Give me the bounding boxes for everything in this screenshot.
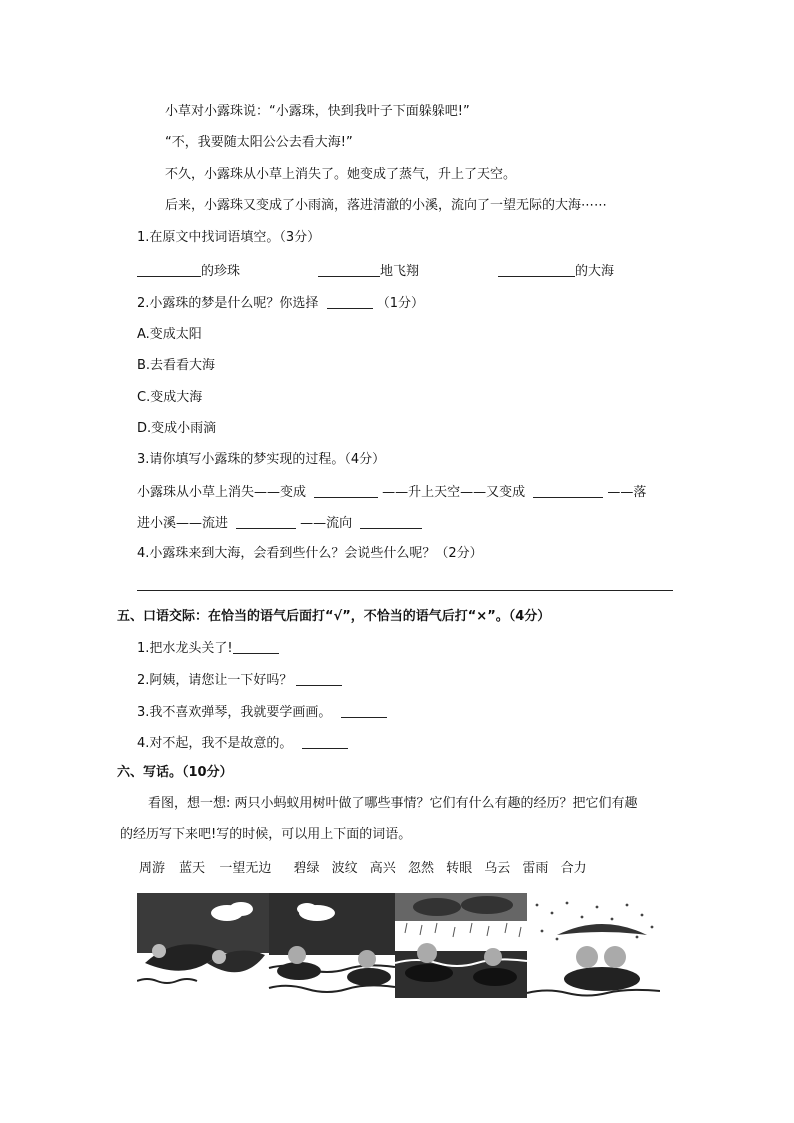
question-1-title: 1.在原文中找词语填空。（3分） [137,230,321,245]
word: 合力 [560,861,587,876]
answer-blank[interactable] [137,262,201,277]
word: 雷雨 [522,861,549,876]
word: 波纹 [331,861,358,876]
passage-line-2: “不，我要随太阳公公去看大海!” [165,135,353,150]
answer-blank[interactable] [341,703,387,718]
s5-item-3: 3.我不喜欢弹琴，我就要学画画。 [137,703,387,722]
q1-fill-1: 的珍珠 [137,262,240,281]
comic-panel-3 [395,893,527,998]
word: 蓝天 [179,861,206,876]
q1-fill-2: 地飞翔 [318,262,419,281]
answer-blank[interactable] [360,514,422,529]
passage-line-4: 后来，小露珠又变成了小雨滴，落进清澈的小溪，流向了一望无际的大海⋯⋯ [165,198,608,213]
q3-line-2: 进小溪——流进 ——流向 [137,514,422,533]
word: 转眼 [446,861,473,876]
word: 乌云 [484,861,511,876]
writing-prompt-line-1: 看图，想一想: 两只小蚂蚁用树叶做了哪些事情？它们有什么有趣的经历？把它们有趣 [148,796,638,811]
word: 周游 [139,861,166,876]
word-list [139,860,587,878]
word: 高兴 [369,861,396,876]
section-6-heading: 六、写话。（10分） [117,765,233,780]
answer-blank[interactable] [233,639,279,654]
option-a: A.变成太阳 [137,327,202,342]
passage-line-3: 不久，小露珠从小草上消失了。她变成了蒸气，升上了天空。 [165,167,517,182]
question-4-title: 4.小露珠来到大海，会看到些什么？会说些什么呢？（2分） [137,546,483,561]
answer-blank[interactable] [302,734,348,749]
question-3-title: 3.请你填写小露珠的梦实现的过程。（4分） [137,452,386,467]
answer-blank[interactable] [318,262,380,277]
comic-panel-4 [527,893,660,998]
answer-blank[interactable] [296,671,342,686]
word: 忽然 [407,861,434,876]
question-2-title: 2.小露珠的梦是什么呢？你选择 （1分） [137,296,424,311]
word: 碧绿 [293,861,320,876]
s5-item-4: 4.对不起，我不是故意的。 [137,734,348,753]
word: 一望无边 [219,861,272,876]
answer-line[interactable] [137,590,673,591]
answer-blank[interactable] [498,262,575,277]
answer-blank[interactable] [327,294,373,309]
option-b: B.去看看大海 [137,358,216,373]
option-c: C.变成大海 [137,390,203,405]
s5-item-1: 1.把水龙头关了! [137,639,279,658]
option-d: D.变成小雨滴 [137,421,217,436]
answer-blank[interactable] [533,483,603,498]
writing-prompt-line-2: 的经历写下来吧!写的时候，可以用上下面的词语。 [120,827,412,842]
s5-item-2: 2.阿姨，请您让一下好吗？ [137,671,342,690]
q3-line-1: 小露珠从小草上消失——变成 ——升上天空——又变成 ——落 [137,485,647,500]
ant-leaf-comic-illustration [137,893,660,998]
section-5-heading: 五、口语交际：在恰当的语气后面打“√”，不恰当的语气后打“×”。（4分） [117,609,551,624]
q1-fill-3: 的大海 [498,262,614,281]
comic-panel-2 [269,893,395,998]
passage-line-1: 小草对小露珠说：“小露珠，快到我叶子下面躲躲吧!” [165,104,470,119]
comic-panel-1 [137,893,269,998]
answer-blank[interactable] [236,514,296,529]
answer-blank[interactable] [314,483,378,498]
